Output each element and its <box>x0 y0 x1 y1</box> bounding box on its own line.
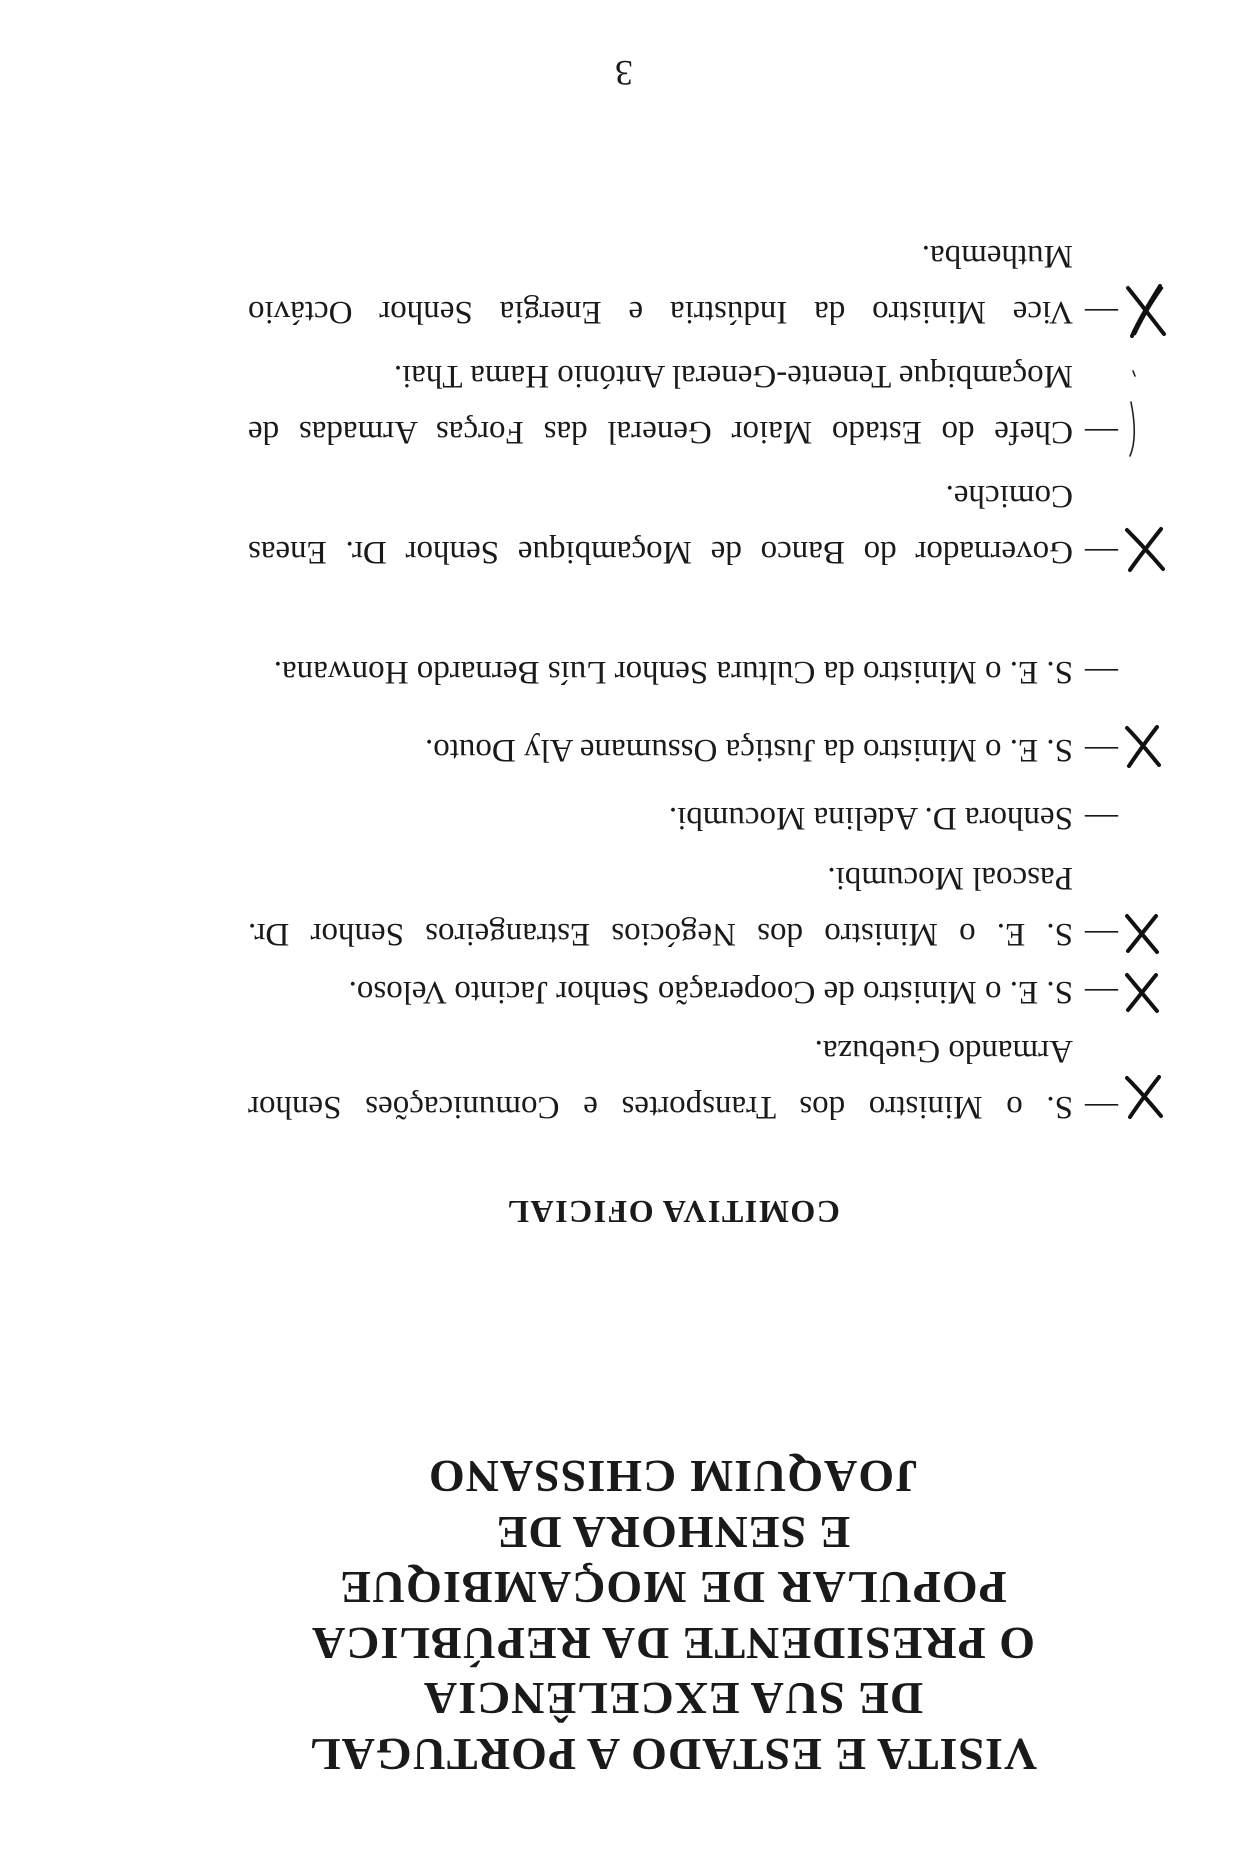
title-line: JOAQUIM CHISSANO <box>427 1451 919 1503</box>
entry-text: S. E. o Ministro dos Negócios Estrangeiros Senhor Dr. Pascoal Mocumbi. <box>248 860 1073 952</box>
entry-dash: — <box>1085 294 1118 330</box>
page-number: 3 <box>615 53 633 93</box>
entry-dash: — <box>1085 732 1118 768</box>
delegation-entry <box>248 722 1118 778</box>
entry-text: Senhora D. Adelina Mocumbi. <box>668 800 1073 836</box>
handwritten-x-mark-icon <box>1122 971 1162 1015</box>
title-line: VISITA E ESTADO A PORTUGAL <box>308 1729 1038 1780</box>
entry-dash: — <box>1085 534 1118 570</box>
title-line: O PRESIDENTE DA REPÚBLICA <box>310 1618 1036 1669</box>
entry-dash: — <box>1085 916 1118 952</box>
entry-text: S. E. o Ministro da Cultura Senhor Luís Bernardo Honwana. <box>273 654 1073 690</box>
document-title <box>248 1449 1098 1782</box>
delegation-entry <box>248 348 1118 460</box>
title-line: E SENHORA DE <box>495 1507 851 1558</box>
entry-text: Governador do Banco de Moçambique Senhor Dr. Eneas Comiche. <box>248 478 1073 570</box>
delegation-entry <box>248 228 1118 340</box>
handwritten-bracket-mark-icon <box>1124 362 1140 462</box>
entry-text: Chefe do Estado Maior General das Forças Armadas de Moçambique Tenente-General António Hama Thai. <box>248 358 1073 450</box>
handwritten-x-mark-icon <box>1122 724 1164 770</box>
delegation-entry <box>248 1023 1118 1135</box>
title-line: POPULAR DE MOÇAMBIQUE <box>339 1562 1007 1614</box>
handwritten-x-mark-icon <box>1122 282 1170 340</box>
entry-dash: — <box>1085 654 1118 690</box>
entry-dash: — <box>1085 974 1118 1010</box>
entry-dash: — <box>1085 1089 1118 1125</box>
delegation-entry <box>248 468 1118 580</box>
title-line: DE SUA EXCELÊNCIA <box>422 1673 924 1725</box>
entry-text: S. o Ministro dos Transportes e Comunicações Senhor Armando Guebuza. <box>248 1033 1073 1125</box>
entry-dash: — <box>1085 800 1118 836</box>
handwritten-x-mark-icon <box>1122 1074 1166 1120</box>
entry-text: Vice Ministro da Indústria e Energia Senhor Octávio Muthemba. <box>248 238 1073 330</box>
section-heading: COMITIVA OFICIAL <box>506 1194 840 1230</box>
entry-dash: — <box>1085 414 1118 450</box>
entry-text: S. E. o Ministro da Justiça Ossumane Aly Douto. <box>424 732 1073 768</box>
delegation-entry <box>248 964 1118 1020</box>
handwritten-x-mark-icon <box>1122 526 1168 574</box>
entry-text: S. E. o Ministro de Cooperação Senhor Jacinto Veloso. <box>348 974 1073 1010</box>
delegation-entry <box>248 644 1118 700</box>
delegation-entry <box>248 790 1118 846</box>
handwritten-x-mark-icon <box>1122 912 1162 956</box>
delegation-entry <box>248 850 1118 962</box>
